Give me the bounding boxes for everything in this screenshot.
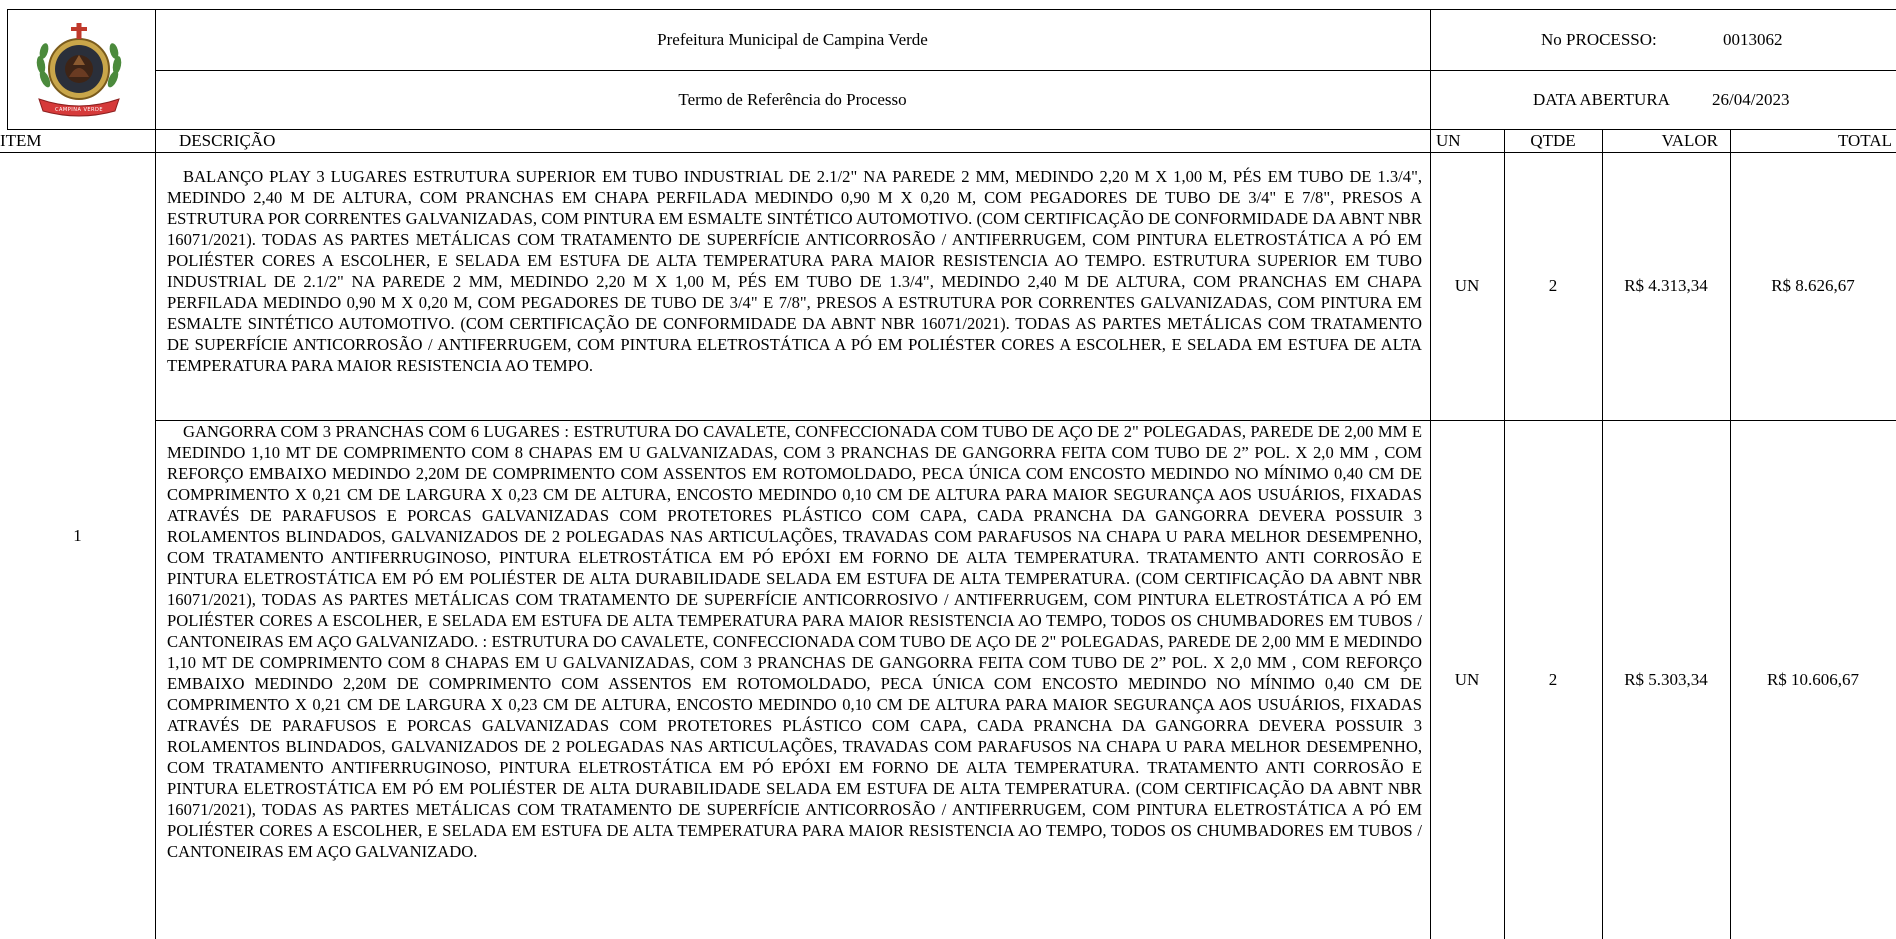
municipal-seal-logo bbox=[29, 21, 129, 121]
open-date-value: 26/04/2023 bbox=[1712, 90, 1790, 109]
seal-ribbon-text: CAMPINA VERDE bbox=[55, 107, 104, 113]
doc-title-text: Termo de Referência do Processo bbox=[678, 90, 907, 109]
col-header-item-text: ITEM bbox=[0, 131, 42, 150]
row-2-qty bbox=[1504, 421, 1602, 939]
org-name bbox=[155, 9, 1430, 70]
col-header-unit bbox=[1430, 130, 1504, 152]
row-2-value-text: R$ 5.303,34 bbox=[1624, 670, 1708, 689]
col-header-description-text: DESCRIÇÃO bbox=[179, 131, 276, 150]
row-1-description bbox=[155, 166, 1430, 376]
row-1-unit-text: UN bbox=[1454, 276, 1480, 295]
row-1-qty bbox=[1504, 152, 1602, 420]
col-header-value bbox=[1602, 130, 1730, 152]
row-2-unit bbox=[1430, 421, 1504, 939]
open-date-label: DATA ABERTURA bbox=[1533, 90, 1670, 109]
process-number-cell bbox=[1430, 9, 1896, 70]
row-1-value bbox=[1602, 152, 1730, 420]
org-name-text: Prefeitura Municipal de Campina Verde bbox=[657, 29, 928, 49]
item-number: 1 bbox=[73, 525, 82, 545]
row-2-total bbox=[1730, 421, 1896, 939]
row-1-total bbox=[1730, 152, 1896, 420]
open-date-cell bbox=[1430, 70, 1896, 130]
row-2-description bbox=[155, 421, 1430, 862]
table-row bbox=[155, 152, 1896, 420]
row-2-description-text: GANGORRA COM 3 PRANCHAS COM 6 LUGARES : ESTRUTURA DO CAVALETE, CONFECCIONADA COM TUBO DE AÇO DE 2" POLEGADAS, PAREDE DE 2,00 MM E MEDINDO 1,10 MT DE COMPRIMENTO COM 8 CHAPAS EM U GALVANIZADAS, COM 3 PRANCHAS DE GANGORRA FEITA COM TUBO DE 2” POL. X 2,0 MM , COM REFORÇO EMBAIXO MEDINDO 2,20M DE COMPRIMENTO COM ASSENTOS EM ROTOMOLDADO, PECA ÚNICA COM ENCOSTO MEDINDO NO MÍNIMO 0,40 CM DE COMPRIMENTO X 0,21 CM DE LARGURA X 0,23 CM DE ALTURA, ENCOSTO MEDINDO 0,10 CM DE ALTURA PARA MAIOR SEGURANÇA AOS USUÁRIOS, FIXADAS ATRAVÉS DE PARAFUSOS E PORCAS GALVANIZADAS COM PROTETORES PLÁSTICO COM CAPA, CADA PRANCHA DA GANGORRA DEVERA POSSUIR 3 ROLAMENTOS BLINDADOS, GALVANIZADOS DE 2 POLEGADAS NAS ARTICULAÇÕES, TRAVADAS COM PARAFUSOS NA CHAPA U PARA MELHOR DESEMPENHO, COM TRATAMENTO ANTIFERRUGINOSO, PINTURA ELETROSTÁTICA EM PÓ EPÓXI EM FORNO DE ALTA TEMPERATURA. TRATAMENTO ANTI CORROSÃO E PINTURA ELETROSTÁTICA EM PÓ EM POLIÉSTER DE ALTA DURABILIDADE SELADA EM ESTUFA DE ALTA TEMPERATURA. (COM CERTIFICAÇÃO DA ABNT NBR 16071/2021), TODAS AS PARTES METÁLICAS COM TRATAMENTO DE SUPERFÍCIE ANTICORROSIVO / ANTIFERRUGEM, COM PINTURA ELETROSTÁTICA A PÓ EM POLIÉSTER CORES A ESCOLHER, E SELADA EM ESTUFA DE ALTA TEMPERATURA PARA MAIOR RESISTENCIA AO TEMPO, TODOS OS CHUMBADORES EM TUBOS / CANTONEIRAS EM AÇO GALVANIZADO. : ESTRUTURA DO CAVALETE, CONFECCIONADA COM TUBO DE AÇO DE 2" POLEGADAS, PAREDE DE 2,00 MM E MEDINDO 1,10 MT DE COMPRIMENTO COM 8 CHAPAS EM U GALVANIZADAS, COM 3 PRANCHAS DE GANGORRA FEITA COM TUBO DE 2” POL. X 2,0 MM , COM REFORÇO EMBAIXO MEDINDO 2,20M DE COMPRIMENTO COM ASSENTOS EM ROTOMOLDADO, PECA ÚNICA COM ENCOSTO MEDINDO NO MÍNIMO 0,40 CM DE COMPRIMENTO X 0,21 CM DE LARGURA X 0,23 CM DE ALTURA, ENCOSTO MEDINDO 0,10 CM DE ALTURA PARA MAIOR SEGURANÇA AOS USUÁRIOS, FIXADAS ATRAVÉS DE PARAFUSOS E PORCAS GALVANIZADAS COM PROTETORES PLÁSTICO COM CAPA, CADA PRANCHA DA GANGORRA DEVERA POSSUIR 3 ROLAMENTOS BLINDADOS, GALVANIZADOS DE 2 POLEGADAS NAS ARTICULAÇÕES, TRAVADAS COM PARAFUSOS NA CHAPA U PARA MELHOR DESEMPENHO, COM TRATAMENTO ANTIFERRUGINOSO, PINTURA ELETROSTÁTICA EM PÓ EPÓXI EM FORNO DE ALTA TEMPERATURA. TRATAMENTO ANTI CORROSÃO E PINTURA ELETROSTÁTICA EM PÓ EM POLIÉSTER DE ALTA DURABILIDADE SELADA EM ESTUFA DE ALTA TEMPERATURA. (COM CERTIFICAÇÃO DA ABNT NBR 16071/2021), TODAS AS PARTES METÁLICAS COM TRATAMENTO DE SUPERFÍCIE ANTICORROSÃO / ANTIFERRUGEM, COM PINTURA ELETROSTÁTICA A PÓ EM POLIÉSTER CORES A ESCOLHER, E SELADA EM ESTUFA DE ALTA TEMPERATURA PARA MAIOR RESISTENCIA AO TEMPO, TODOS OS CHUMBADORES EM TUBOS / CANTONEIRAS EM AÇO GALVANIZADO. bbox=[167, 422, 1422, 861]
col-header-total bbox=[1730, 130, 1896, 152]
logo-cell bbox=[7, 9, 155, 130]
row-1-qty-text: 2 bbox=[1548, 276, 1558, 295]
doc-title bbox=[155, 70, 1430, 130]
row-1-value-text: R$ 4.313,34 bbox=[1624, 276, 1708, 295]
row-1-total-text: R$ 8.626,67 bbox=[1771, 276, 1855, 295]
row-1-description-text: BALANÇO PLAY 3 LUGARES ESTRUTURA SUPERIOR EM TUBO INDUSTRIAL DE 2.1/2" NA PAREDE 2 MM, MEDINDO 2,20 M X 1,00 M, PÉS EM TUBO DE 1.3/4", MEDINDO 2,40 M DE ALTURA, COM PRANCHAS EM CHAPA PERFILADA MEDINDO 0,90 M X 0,20 M, COM PEGADORES DE TUBO DE 3/4" E 7/8", PRESOS A ESTRUTURA POR CORRENTES GALVANIZADAS, COM PINTURA EM ESMALTE SINTÉTICO AUTOMOTIVO. (COM CERTIFICAÇÃO DE CONFORMIDADE DA ABNT NBR 16071/2021). TODAS AS PARTES METÁLICAS COM TRATAMENTO DE SUPERFÍCIE ANTICORROSÃO / ANTIFERRUGEM, COM PINTURA ELETROSTÁTICA A PÓ EM POLIÉSTER CORES A ESCOLHER, E SELADA EM ESTUFA DE ALTA TEMPERATURA PARA MAIOR RESISTENCIA AO TEMPO. ESTRUTURA SUPERIOR EM TUBO INDUSTRIAL DE 2.1/2" NA PAREDE 2 MM, MEDINDO 2,20 M X 1,00 M, PÉS EM TUBO DE 1.3/4", MEDINDO 2,40 M DE ALTURA, COM PRANCHAS EM CHAPA PERFILADA MEDINDO 0,90 M X 0,20 M, COM PEGADORES DE TUBO DE 3/4" E 7/8", PRESOS A ESTRUTURA POR CORRENTES GALVANIZADAS, COM PINTURA EM ESMALTE SINTÉTICO AUTOMOTIVO. (COM CERTIFICAÇÃO DE CONFORMIDADE DA ABNT NBR 16071/2021). TODAS AS PARTES METÁLICAS COM TRATAMENTO DE SUPERFÍCIE ANTICORROSÃO / ANTIFERRUGEM, COM PINTURA ELETROSTÁTICA A PÓ EM POLIÉSTER CORES A ESCOLHER, E SELADA EM ESTUFA DE ALTA TEMPERATURA PARA MAIOR RESISTENCIA AO TEMPO. bbox=[167, 167, 1422, 375]
row-2-unit-text: UN bbox=[1454, 670, 1480, 689]
row-1-unit bbox=[1430, 152, 1504, 420]
process-number: 0013062 bbox=[1723, 29, 1783, 49]
col-header-unit-text: UN bbox=[1436, 131, 1461, 150]
col-header-total-text: TOTAL bbox=[1837, 131, 1892, 150]
row-2-qty-text: 2 bbox=[1548, 670, 1558, 689]
item-number-cell bbox=[0, 152, 155, 939]
col-header-value-text: VALOR bbox=[1661, 131, 1718, 150]
col-header-item bbox=[0, 130, 155, 152]
col-header-qty bbox=[1504, 130, 1602, 152]
table-row bbox=[155, 421, 1896, 939]
col-header-description bbox=[155, 130, 1430, 152]
col-header-qty-text: QTDE bbox=[1530, 131, 1576, 150]
process-label: No PROCESSO: bbox=[1541, 29, 1657, 49]
row-2-value bbox=[1602, 421, 1730, 939]
row-2-total-text: R$ 10.606,67 bbox=[1766, 670, 1860, 689]
